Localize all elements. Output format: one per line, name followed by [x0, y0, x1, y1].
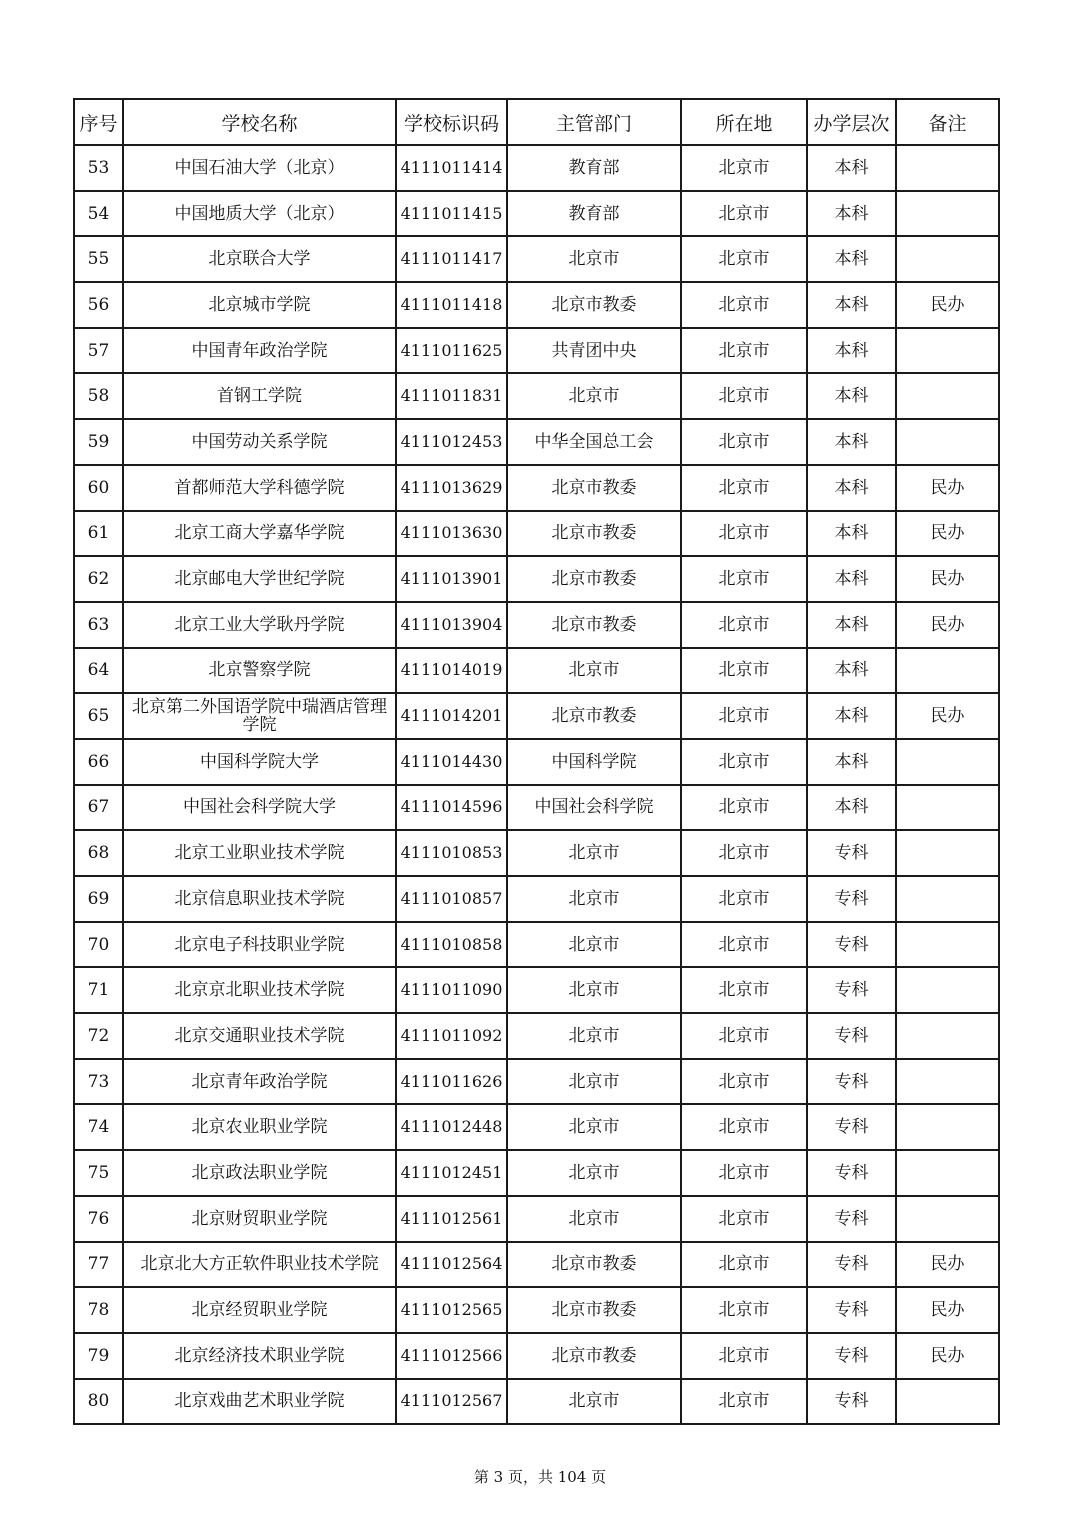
- cell-remark: 民办: [896, 602, 999, 648]
- cell-location: 北京市: [681, 556, 807, 602]
- cell-department: 北京市教委: [507, 465, 681, 511]
- cell-index: 58: [74, 373, 123, 419]
- cell-level: 本科: [807, 328, 896, 374]
- cell-department: 北京市教委: [507, 282, 681, 328]
- cell-remark: [896, 830, 999, 876]
- cell-location: 北京市: [681, 602, 807, 648]
- cell-level: 本科: [807, 236, 896, 282]
- cell-index: 70: [74, 922, 123, 968]
- cell-index: 60: [74, 465, 123, 511]
- table-row: [74, 419, 999, 465]
- table-header-row: [74, 99, 999, 145]
- table-row: [74, 282, 999, 328]
- cell-remark: 民办: [896, 282, 999, 328]
- cell-school-code: 4111012567: [396, 1379, 507, 1425]
- cell-school-name: 北京工业职业技术学院: [123, 830, 396, 876]
- header-location: 所在地: [681, 99, 807, 145]
- cell-school-code: 4111013630: [396, 511, 507, 557]
- cell-school-name: 北京经济技术职业学院: [123, 1333, 396, 1379]
- cell-remark: [896, 785, 999, 831]
- cell-department: 中国社会科学院: [507, 785, 681, 831]
- cell-department: 北京市: [507, 1379, 681, 1425]
- cell-school-code: 4111010853: [396, 830, 507, 876]
- cell-department: 教育部: [507, 145, 681, 191]
- table-row: [74, 1379, 999, 1425]
- cell-remark: [896, 922, 999, 968]
- cell-school-name: 首都师范大学科德学院: [123, 465, 396, 511]
- cell-index: 78: [74, 1287, 123, 1333]
- cell-index: 72: [74, 1013, 123, 1059]
- cell-remark: [896, 145, 999, 191]
- cell-level: 专科: [807, 1104, 896, 1150]
- cell-level: 本科: [807, 282, 896, 328]
- cell-department: 北京市教委: [507, 1333, 681, 1379]
- cell-school-name: 北京电子科技职业学院: [123, 922, 396, 968]
- cell-school-name: 中国石油大学（北京）: [123, 145, 396, 191]
- cell-school-code: 4111011090: [396, 967, 507, 1013]
- cell-school-name: 中国社会科学院大学: [123, 785, 396, 831]
- cell-school-code: 4111014430: [396, 739, 507, 785]
- cell-department: 中华全国总工会: [507, 419, 681, 465]
- cell-remark: 民办: [896, 511, 999, 557]
- cell-level: 本科: [807, 511, 896, 557]
- cell-index: 67: [74, 785, 123, 831]
- cell-department: 北京市教委: [507, 556, 681, 602]
- table-row: [74, 328, 999, 374]
- table-row: [74, 876, 999, 922]
- cell-level: 专科: [807, 922, 896, 968]
- header-school-name: 学校名称: [123, 99, 396, 145]
- cell-remark: [896, 419, 999, 465]
- cell-school-code: 4111011415: [396, 191, 507, 237]
- cell-school-name: 中国地质大学（北京）: [123, 191, 396, 237]
- cell-department: 北京市教委: [507, 511, 681, 557]
- cell-level: 专科: [807, 1059, 896, 1105]
- cell-school-code: 4111014201: [396, 693, 507, 739]
- cell-school-name: 北京城市学院: [123, 282, 396, 328]
- cell-school-name: 北京财贸职业学院: [123, 1196, 396, 1242]
- cell-school-code: 4111013904: [396, 602, 507, 648]
- cell-remark: [896, 1150, 999, 1196]
- cell-school-code: 4111011831: [396, 373, 507, 419]
- table-row: [74, 1104, 999, 1150]
- table-row: [74, 1287, 999, 1333]
- cell-school-code: 4111012448: [396, 1104, 507, 1150]
- cell-remark: 民办: [896, 693, 999, 739]
- cell-school-name: 北京信息职业技术学院: [123, 876, 396, 922]
- cell-location: 北京市: [681, 1333, 807, 1379]
- cell-department: 中国科学院: [507, 739, 681, 785]
- cell-index: 71: [74, 967, 123, 1013]
- header-school-code: 学校标识码: [396, 99, 507, 145]
- cell-level: 本科: [807, 419, 896, 465]
- table-row: [74, 830, 999, 876]
- cell-level: 专科: [807, 967, 896, 1013]
- table-row: [74, 1333, 999, 1379]
- cell-level: 专科: [807, 1242, 896, 1288]
- cell-level: 专科: [807, 830, 896, 876]
- table-row: [74, 1242, 999, 1288]
- cell-school-code: 4111012451: [396, 1150, 507, 1196]
- cell-department: 北京市教委: [507, 1242, 681, 1288]
- cell-department: 北京市: [507, 1013, 681, 1059]
- cell-location: 北京市: [681, 1242, 807, 1288]
- table-row: [74, 373, 999, 419]
- cell-location: 北京市: [681, 967, 807, 1013]
- cell-location: 北京市: [681, 282, 807, 328]
- cell-department: 教育部: [507, 191, 681, 237]
- cell-department: 北京市: [507, 236, 681, 282]
- table-row: [74, 191, 999, 237]
- cell-department: 北京市: [507, 1196, 681, 1242]
- cell-school-code: 4111011418: [396, 282, 507, 328]
- cell-remark: [896, 191, 999, 237]
- cell-location: 北京市: [681, 1104, 807, 1150]
- cell-school-code: 4111011417: [396, 236, 507, 282]
- cell-level: 专科: [807, 1379, 896, 1425]
- cell-department: 北京市: [507, 648, 681, 694]
- cell-level: 本科: [807, 191, 896, 237]
- cell-remark: [896, 1104, 999, 1150]
- cell-remark: [896, 1379, 999, 1425]
- cell-school-name: 北京政法职业学院: [123, 1150, 396, 1196]
- cell-remark: 民办: [896, 465, 999, 511]
- cell-school-code: 4111012561: [396, 1196, 507, 1242]
- cell-school-name: 北京工商大学嘉华学院: [123, 511, 396, 557]
- cell-department: 北京市: [507, 830, 681, 876]
- table-row: [74, 739, 999, 785]
- table-body: [74, 145, 999, 1424]
- cell-location: 北京市: [681, 236, 807, 282]
- cell-level: 专科: [807, 1196, 896, 1242]
- cell-index: 73: [74, 1059, 123, 1105]
- cell-location: 北京市: [681, 739, 807, 785]
- cell-index: 59: [74, 419, 123, 465]
- cell-level: 专科: [807, 1287, 896, 1333]
- cell-school-code: 4111012453: [396, 419, 507, 465]
- cell-remark: 民办: [896, 556, 999, 602]
- cell-remark: [896, 1059, 999, 1105]
- table-row: [74, 967, 999, 1013]
- table-row: [74, 511, 999, 557]
- cell-location: 北京市: [681, 876, 807, 922]
- header-level: 办学层次: [807, 99, 896, 145]
- cell-index: 64: [74, 648, 123, 694]
- cell-index: 54: [74, 191, 123, 237]
- table-row: [74, 145, 999, 191]
- cell-level: 专科: [807, 1150, 896, 1196]
- cell-location: 北京市: [681, 373, 807, 419]
- cell-department: 共青团中央: [507, 328, 681, 374]
- cell-index: 61: [74, 511, 123, 557]
- cell-department: 北京市: [507, 876, 681, 922]
- cell-location: 北京市: [681, 1196, 807, 1242]
- cell-school-name: 北京邮电大学世纪学院: [123, 556, 396, 602]
- cell-school-name: 北京第二外国语学院中瑞酒店管理学院: [123, 693, 396, 739]
- cell-remark: [896, 1196, 999, 1242]
- cell-department: 北京市教委: [507, 1287, 681, 1333]
- table-row: [74, 785, 999, 831]
- cell-index: 68: [74, 830, 123, 876]
- cell-level: 本科: [807, 739, 896, 785]
- cell-department: 北京市: [507, 373, 681, 419]
- cell-index: 65: [74, 693, 123, 739]
- table-row: [74, 465, 999, 511]
- cell-level: 本科: [807, 556, 896, 602]
- cell-school-code: 4111012565: [396, 1287, 507, 1333]
- cell-department: 北京市: [507, 1150, 681, 1196]
- cell-department: 北京市: [507, 922, 681, 968]
- cell-school-code: 4111011414: [396, 145, 507, 191]
- cell-school-name: 北京北大方正软件职业技术学院: [123, 1242, 396, 1288]
- header-department: 主管部门: [507, 99, 681, 145]
- cell-department: 北京市: [507, 1059, 681, 1105]
- table-row: [74, 1059, 999, 1105]
- cell-location: 北京市: [681, 1013, 807, 1059]
- cell-index: 79: [74, 1333, 123, 1379]
- cell-school-name: 北京青年政治学院: [123, 1059, 396, 1105]
- cell-index: 63: [74, 602, 123, 648]
- cell-school-name: 中国科学院大学: [123, 739, 396, 785]
- table-row: [74, 556, 999, 602]
- cell-index: 77: [74, 1242, 123, 1288]
- cell-school-name: 首钢工学院: [123, 373, 396, 419]
- cell-remark: [896, 1013, 999, 1059]
- table-row: [74, 1150, 999, 1196]
- cell-school-code: 4111014596: [396, 785, 507, 831]
- cell-index: 66: [74, 739, 123, 785]
- cell-school-code: 4111012566: [396, 1333, 507, 1379]
- cell-level: 本科: [807, 693, 896, 739]
- cell-school-code: 4111012564: [396, 1242, 507, 1288]
- cell-remark: [896, 648, 999, 694]
- cell-school-name: 中国青年政治学院: [123, 328, 396, 374]
- cell-level: 专科: [807, 1333, 896, 1379]
- cell-level: 本科: [807, 648, 896, 694]
- cell-location: 北京市: [681, 648, 807, 694]
- cell-department: 北京市: [507, 967, 681, 1013]
- cell-department: 北京市: [507, 1104, 681, 1150]
- cell-index: 56: [74, 282, 123, 328]
- cell-level: 本科: [807, 373, 896, 419]
- cell-school-code: 4111013629: [396, 465, 507, 511]
- cell-location: 北京市: [681, 693, 807, 739]
- cell-remark: [896, 328, 999, 374]
- cell-index: 57: [74, 328, 123, 374]
- cell-location: 北京市: [681, 1287, 807, 1333]
- cell-location: 北京市: [681, 1379, 807, 1425]
- cell-school-name: 北京交通职业技术学院: [123, 1013, 396, 1059]
- cell-index: 80: [74, 1379, 123, 1425]
- cell-location: 北京市: [681, 511, 807, 557]
- cell-remark: [896, 967, 999, 1013]
- cell-remark: 民办: [896, 1287, 999, 1333]
- cell-index: 74: [74, 1104, 123, 1150]
- cell-department: 北京市教委: [507, 693, 681, 739]
- cell-school-name: 北京联合大学: [123, 236, 396, 282]
- cell-remark: 民办: [896, 1242, 999, 1288]
- cell-location: 北京市: [681, 785, 807, 831]
- cell-level: 专科: [807, 876, 896, 922]
- cell-school-code: 4111014019: [396, 648, 507, 694]
- header-index: 序号: [74, 99, 123, 145]
- cell-location: 北京市: [681, 465, 807, 511]
- cell-school-code: 4111013901: [396, 556, 507, 602]
- cell-school-name: 中国劳动关系学院: [123, 419, 396, 465]
- table-row: [74, 648, 999, 694]
- cell-index: 62: [74, 556, 123, 602]
- table-row: [74, 1196, 999, 1242]
- cell-level: 本科: [807, 785, 896, 831]
- cell-department: 北京市教委: [507, 602, 681, 648]
- school-table: [73, 98, 1000, 1425]
- cell-level: 本科: [807, 465, 896, 511]
- cell-school-name: 北京农业职业学院: [123, 1104, 396, 1150]
- cell-school-name: 北京警察学院: [123, 648, 396, 694]
- cell-level: 本科: [807, 602, 896, 648]
- cell-school-code: 4111011092: [396, 1013, 507, 1059]
- cell-remark: [896, 373, 999, 419]
- cell-location: 北京市: [681, 1150, 807, 1196]
- cell-location: 北京市: [681, 328, 807, 374]
- cell-location: 北京市: [681, 922, 807, 968]
- cell-remark: [896, 739, 999, 785]
- page-footer: 第 3 页，共 104 页: [473, 1468, 607, 1486]
- header-remark: 备注: [896, 99, 999, 145]
- cell-index: 53: [74, 145, 123, 191]
- cell-level: 专科: [807, 1013, 896, 1059]
- cell-location: 北京市: [681, 191, 807, 237]
- cell-location: 北京市: [681, 145, 807, 191]
- cell-level: 本科: [807, 145, 896, 191]
- cell-school-name: 北京工业大学耿丹学院: [123, 602, 396, 648]
- cell-school-code: 4111011626: [396, 1059, 507, 1105]
- cell-remark: [896, 236, 999, 282]
- cell-school-name: 北京戏曲艺术职业学院: [123, 1379, 396, 1425]
- table-row: [74, 602, 999, 648]
- cell-index: 76: [74, 1196, 123, 1242]
- table-row: [74, 1013, 999, 1059]
- table-row: [74, 922, 999, 968]
- cell-location: 北京市: [681, 419, 807, 465]
- cell-school-code: 4111010858: [396, 922, 507, 968]
- cell-remark: [896, 876, 999, 922]
- cell-school-name: 北京京北职业技术学院: [123, 967, 396, 1013]
- cell-school-code: 4111010857: [396, 876, 507, 922]
- cell-location: 北京市: [681, 830, 807, 876]
- school-list-sheet: [73, 98, 998, 1425]
- table-row: [74, 236, 999, 282]
- cell-index: 75: [74, 1150, 123, 1196]
- cell-index: 69: [74, 876, 123, 922]
- cell-school-name: 北京经贸职业学院: [123, 1287, 396, 1333]
- cell-index: 55: [74, 236, 123, 282]
- cell-school-code: 4111011625: [396, 328, 507, 374]
- table-row: [74, 693, 999, 739]
- cell-remark: 民办: [896, 1333, 999, 1379]
- cell-location: 北京市: [681, 1059, 807, 1105]
